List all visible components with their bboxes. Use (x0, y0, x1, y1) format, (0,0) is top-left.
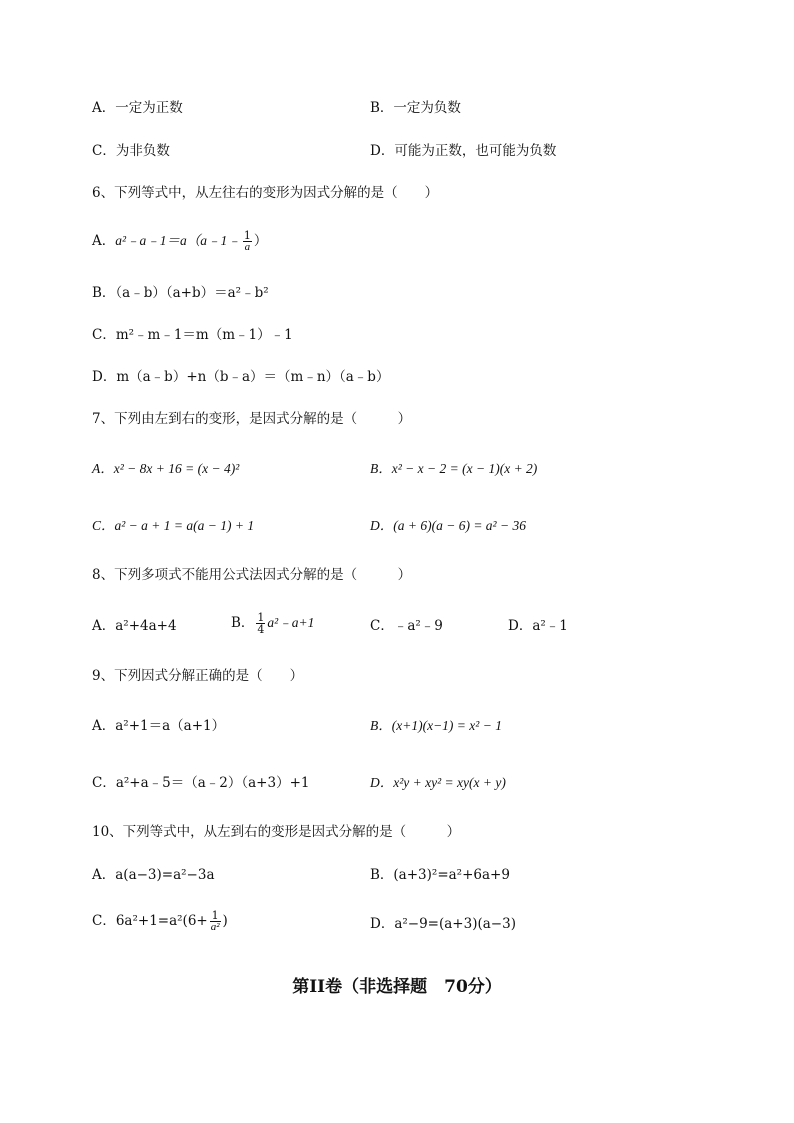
q8-option-b-prefix: B． (231, 615, 255, 631)
q9-option-b: B．(x+1)(x−1) = x² − 1 (370, 718, 502, 733)
fraction-denominator: 4 (257, 623, 265, 636)
q10-option-d: D．a²−9=(a+3)(a−3) (370, 916, 516, 932)
q8-option-b-fraction (256, 612, 265, 635)
q10-stem: 10、下列等式中，从左到右的变形是因式分解的是（ ） (92, 824, 461, 840)
q6-stem: 6、下列等式中，从左往右的变形为因式分解的是（ ） (92, 185, 439, 201)
q7-option-a: A．x² − 8x + 16 = (x − 4)² (92, 461, 240, 476)
q5-option-d: D．可能为正数，也可能为负数 (370, 143, 557, 159)
q10-option-c-prefix: C．6a²+1=a²(6+ (92, 913, 208, 929)
q7-option-c: C．a² − a + 1 = a(a − 1) + 1 (92, 518, 255, 533)
q8-option-d: D．a²﹣1 (508, 618, 568, 634)
q10-option-c-suffix: ) (222, 913, 228, 929)
q6-option-b: B．（a﹣b）（a+b）＝a²﹣b² (92, 285, 269, 301)
q10-option-a: A．a(a−3)=a²−3a (92, 867, 215, 883)
q10-option-c-fraction (210, 910, 221, 933)
q7-option-b: B．x² − x − 2 = (x − 1)(x + 2) (370, 461, 538, 476)
q8-option-c: C．﹣a²﹣9 (370, 618, 443, 634)
q6-option-a-prefix: A． (92, 233, 116, 249)
q5-option-a: A．一定为正数 (92, 100, 183, 116)
fraction-denominator: a² (210, 921, 220, 933)
q5-option-b: B．一定为负数 (370, 100, 461, 116)
q9-option-c: C．a²+a﹣5＝（a﹣2）（a+3）+1 (92, 775, 310, 791)
q6-option-a-fraction (243, 230, 252, 253)
q6-option-a-expr: a²﹣a﹣1＝a（a﹣1﹣ (115, 233, 241, 248)
q6-option-d: D．m（a﹣b）+n（b﹣a）＝（m﹣n）（a﹣b） (92, 369, 390, 385)
q10-option-b: B．(a+3)²=a²+6a+9 (370, 867, 510, 883)
fraction-numerator: 1 (211, 909, 219, 922)
q7-option-d: D．(a + 6)(a − 6) = a² − 36 (370, 518, 526, 533)
q9-stem: 9、下列因式分解正确的是（ ） (92, 668, 304, 684)
section-title: 第II卷（非选择题 70分） (292, 977, 502, 997)
q6-option-a-suffix: ） (253, 233, 268, 249)
fraction-denominator: a (244, 241, 251, 253)
q8-option-b (231, 612, 314, 635)
fraction-numerator: 1 (257, 611, 265, 624)
q8-option-a: A．a²+4a+4 (92, 618, 177, 634)
q7-stem: 7、下列由左到右的变形，是因式分解的是（ ） (92, 411, 412, 427)
q10-option-c (92, 910, 228, 933)
q6-option-c: C．m²﹣m﹣1＝m（m﹣1）﹣1 (92, 327, 293, 343)
q8-option-b-expr: a²﹣a+1 (267, 615, 315, 630)
q9-option-a: A．a²+1＝a（a+1） (92, 718, 226, 734)
q6-option-a (92, 230, 267, 253)
q9-option-d: D．x²y + xy² = xy(x + y) (370, 775, 506, 790)
q8-stem: 8、下列多项式不能用公式法因式分解的是（ ） (92, 567, 412, 583)
q5-option-c: C．为非负数 (92, 143, 170, 159)
fraction-numerator: 1 (243, 229, 251, 242)
